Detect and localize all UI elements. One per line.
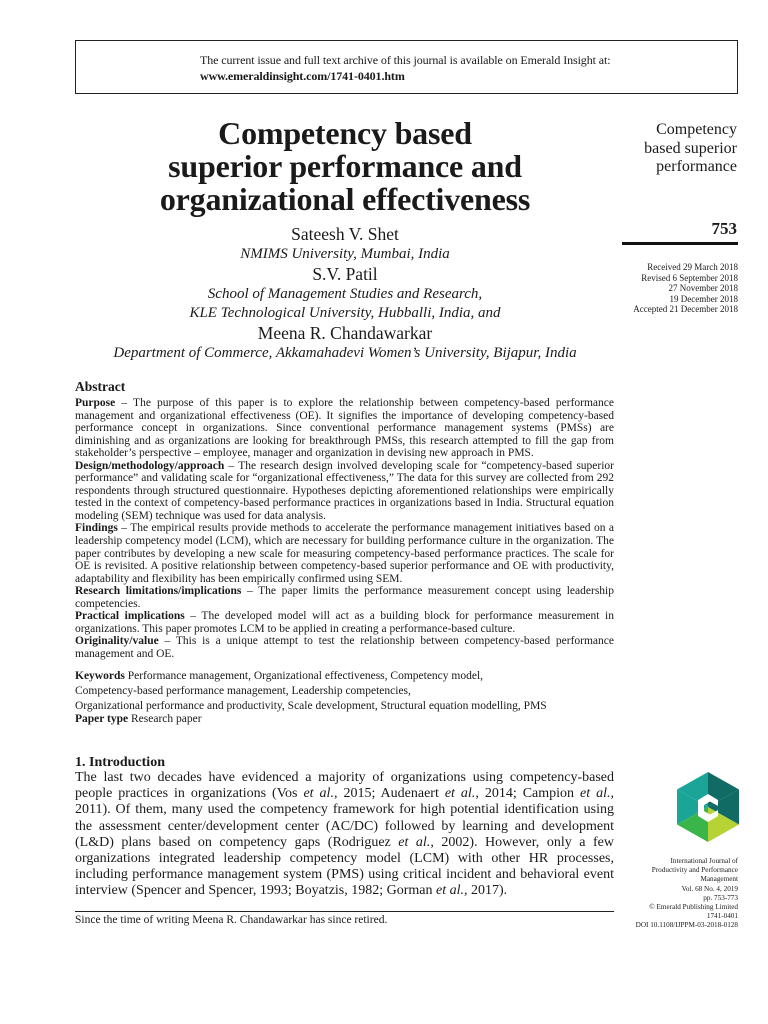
- section-label: Design/methodology/approach: [75, 459, 225, 472]
- abstract-section-design: [75, 460, 614, 523]
- section-text: – The purpose of this paper is to explore the relationship between competency-based performance management and organizational effectiveness (OE). It signifies the importance of developing competency-based performance concept in organizations. Since conventional performance management systems (PMSs) are diminishing and as organizations are looking for breakthrough PMSs, this research attempted to fill the gap from stakeholder’s perspective – employee, manager and organization in devising new approach in PMS.: [75, 397, 614, 460]
- section-label: Originality/value: [75, 635, 159, 648]
- abstract-body: [75, 397, 614, 660]
- citation-italic: et al.: [580, 786, 611, 802]
- abstract-section-limitations: [75, 585, 614, 610]
- running-title-line: performance: [656, 158, 737, 175]
- keywords-label: Keywords: [75, 670, 125, 682]
- introduction-body: [75, 770, 614, 900]
- citation-italic: et al.: [444, 786, 476, 802]
- title-line-3: organizational effectiveness: [159, 181, 531, 217]
- journal-notice-box: [75, 40, 738, 94]
- keywords-line: Organizational performance and productivity, Scale development, Structural equation modelling, PMS: [75, 700, 547, 712]
- journal-info-line: International Journal of: [670, 857, 738, 865]
- paper-title: [100, 117, 590, 216]
- journal-info-line: Productivity and Performance: [651, 866, 738, 875]
- keywords: [75, 669, 614, 714]
- author-affiliation: KLE Technological University, Hubballi, India, and: [189, 305, 501, 321]
- keywords-line: [75, 669, 614, 684]
- author-affiliation: School of Management Studies and Research,: [207, 286, 483, 302]
- journal-info-line: Vol. 68 No. 4, 2019: [681, 884, 738, 893]
- intro-text: , 2017).: [464, 883, 508, 899]
- author-affiliation: Department of Commerce, Akkamahadevi Women’s University, Bijapur, India: [113, 345, 577, 361]
- date-line: Accepted 21 December 2018: [633, 304, 738, 315]
- author-list: [60, 224, 630, 363]
- author-name: S.V. Patil: [312, 264, 378, 284]
- section-text: – This is a unique attempt to test the relationship between competency-based performance management and OE.: [75, 635, 614, 660]
- intro-text: , 2002). However, only a few organizations integrated leadership competency model (LCM) with other HR processes, including performance management system (PMS) using critical incident and behavioral event interview (Spencer and Spencer, 1993; Boyatzis, 1982; Gorman: [75, 834, 614, 899]
- introduction-heading: 1. Introduction: [75, 755, 165, 770]
- section-text: – The developed model will act as a building block for performance measurement in organizations. This paper promotes LCM to be applied in creating a performance-based culture.: [75, 610, 614, 635]
- date-line: 19 December 2018: [669, 293, 738, 304]
- running-title-line: based superior: [644, 139, 737, 157]
- section-text: – The paper limits the performance measurement concept using leadership competencies.: [75, 585, 614, 610]
- author-name: Meena R. Chandawarkar: [257, 323, 433, 343]
- title-line-1: Competency based: [218, 115, 472, 151]
- intro-text: , 2014; Campion: [475, 786, 581, 802]
- footnote: Since the time of writing Meena R. Chandawarkar has since retired.: [75, 914, 388, 926]
- abstract-section-practical: [75, 610, 614, 635]
- section-label: Findings: [75, 522, 118, 535]
- journal-doi[interactable]: DOI 10.1108/IJPPM-03-2018-0128: [635, 921, 738, 930]
- journal-info-line: © Emerald Publishing Limited: [649, 903, 738, 912]
- citation-italic: et al.: [398, 834, 431, 850]
- running-title-line: Competency: [656, 121, 737, 138]
- section-label: Research limitations/implications: [75, 585, 242, 598]
- paper-type-value: Research paper: [128, 713, 202, 725]
- journal-info-line: Management: [700, 875, 738, 884]
- section-label: Practical implications: [75, 610, 185, 623]
- abstract-section-purpose: [75, 397, 614, 460]
- submission-dates: [600, 262, 738, 315]
- citation-italic: et al.: [436, 883, 465, 899]
- journal-info-line: 1741-0401: [706, 912, 738, 921]
- section-text: – The empirical results provide methods to accelerate the performance management initiatives based on a leadership competency model (LCM), which are necessary for building performance culture in the organization. The paper contributes by developing a new scale for measuring competency-based performance practices. The scale for OE is revisited. A positive relationship between competency-based superior performance and OE with productivity, adaptability and flexibility has been empirically confirmed using SEM.: [75, 522, 614, 585]
- page-number: 753: [711, 219, 737, 238]
- author-name: Sateesh V. Shet: [291, 224, 399, 244]
- footnote-rule: [75, 911, 614, 912]
- emerald-logo-icon: [677, 772, 739, 842]
- date-line: 27 November 2018: [668, 283, 738, 294]
- section-text: – The research design involved developing scale for “competency-based superior performance” and validating scale for “organizational effectiveness,” The data for this survey are collected from 292 respondents through structured questionnaire. Hypotheses depicting aforementioned relationships were empirically tested in the context of competency-based performance practices in organizations based in India. Structural equation modeling (SEM) technique was used for data analysis.: [75, 459, 614, 522]
- citation-italic: et al.: [303, 786, 334, 802]
- date-line: Received 29 March 2018: [647, 262, 738, 272]
- date-line: Revised 6 September 2018: [641, 272, 738, 283]
- running-title: [600, 121, 737, 177]
- title-line-2: superior performance and: [168, 148, 522, 184]
- keywords-line: Competency-based performance management, Leadership competencies,: [75, 685, 411, 697]
- intro-text: The last two decades have evidenced a majority of organizations using competency-based people practices in organizations (Vos: [75, 770, 614, 802]
- abstract-section-originality: [75, 635, 614, 660]
- author-affiliation: NMIMS University, Mumbai, India: [240, 246, 450, 262]
- intro-text: , 2015; Audenaert: [333, 786, 445, 802]
- notice-text: [200, 52, 610, 84]
- page-number-rule: [622, 242, 738, 245]
- paper-type: [75, 713, 202, 725]
- keywords-text: Performance management, Organizational effectiveness, Competency model,: [124, 670, 484, 682]
- journal-info-line: pp. 753-773: [703, 893, 738, 902]
- section-label: Purpose: [75, 397, 116, 409]
- paper-type-label: Paper type: [75, 713, 129, 725]
- notice-line: The current issue and full text archive of this journal is available on Emerald Insight at:: [200, 53, 611, 67]
- journal-url-link[interactable]: www.emeraldinsight.com/1741-0401.htm: [200, 69, 405, 83]
- intro-text: , 2011). Of them, many used the competency framework for high potential identification using the assessment center/development center (AC/DC) followed by learning and development (L&D) plans based on competency gaps (Rodriguez: [75, 786, 614, 850]
- journal-info: [600, 857, 738, 931]
- abstract-section-findings: [75, 522, 614, 585]
- abstract-heading: Abstract: [75, 379, 126, 394]
